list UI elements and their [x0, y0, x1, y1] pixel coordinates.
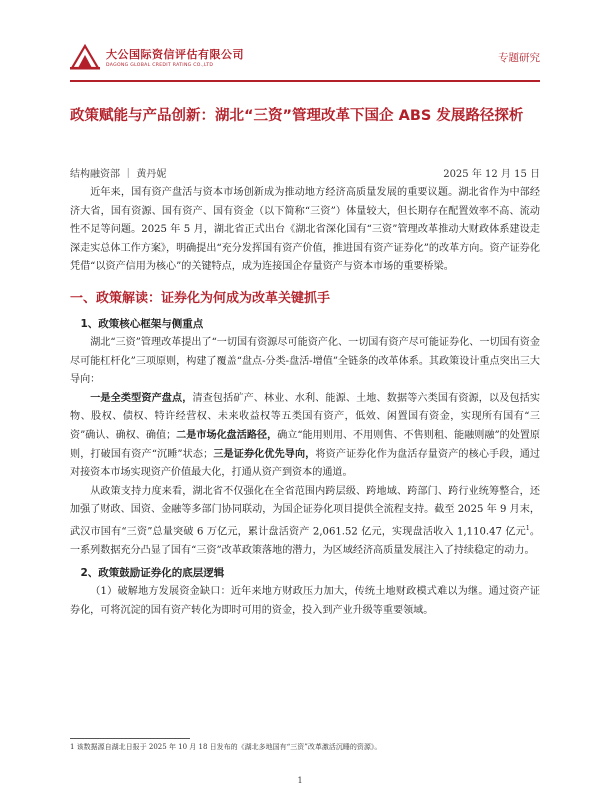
subsection-heading-1: 1、政策核心框架与侧重点: [80, 317, 204, 330]
point-text: 将资产证券化作为盘活存量资产的核心手段，通过对接资本市场实现资产价值最大化，打通从资产到资本的通道。: [70, 448, 541, 479]
paragraph: [70, 483, 540, 561]
document-type-label: 专题研究: [498, 52, 540, 64]
section-heading-1: 一、政策解读：证券化为何成为改革关键抓手: [70, 290, 331, 306]
header-divider: [70, 80, 540, 82]
subsection-heading-2: 2、政策鼓励证券化的底层逻辑: [80, 567, 225, 580]
point-title: 三是证券化优先导向，: [213, 448, 316, 460]
author-line: [70, 165, 540, 180]
point-title: 一是全类型资产盘点，: [90, 392, 193, 404]
paragraph-text: 从政策支持力度来看，湖北省不仅强化在全省范围内跨层级、跨地域、跨部门、跨行业统筹整合，还加强了财政、国资、金融等多部门协同联动，为国企证券化项目提供全流程支持。截至 2025 年 9 月末，武汉市国有“三资”总量突破 6 万亿元，累计盘活资产 2,061.52 亿元，实现盘活收入 1,110.47 亿元: [70, 485, 540, 538]
footnote-divider: [70, 738, 190, 739]
paragraph: 湖北“三资”管理改革提出了“一切国有资源尽可能资产化、一切国有资产尽可能证券化、一切国有资金尽可能杠杆化”三项原则，构建了覆盖“盘点-分类-盘活-增值”全链条的改革体系。其政策设计重点突出三大导向：: [70, 336, 540, 386]
intro-paragraph: 近年来，国有资产盘活与资本市场创新成为推动地方经济高质量发展的重要议题。湖北省作为中部经济大省，国有资源、国有资产、国有资金（以下简称“三资”）体量较大，但长期存在配置效率不高、流动性不足等问题。2025 年 5 月，湖北省正式出台《湖北省深化国有“三资”管理改革推动大财政体系建设走深走实总体工作方案》，明确提出“充分发挥国有资产价值，推进国有资产证券化”的改革方向。资产证券化凭借“以资产信用为核心”的关键特点，成为连接国企存量资产与资本市场的重要桥梁。: [70, 187, 540, 273]
page-title: 政策赋能与产品创新：湖北“三资”管理改革下国企 ABS 发展路径探析: [70, 108, 524, 124]
footnote-reference[interactable]: 1: [525, 524, 530, 532]
paragraph-text: 。一系列数据充分凸显了国有“三资”改革政策落地的潜力，为区域经济高质量发展注入了持续稳定的动力。: [70, 526, 541, 556]
org-name-en: DAGONG GLOBAL CREDIT RATING CO.,LTD: [106, 63, 214, 68]
point-text: 确立“能用则用、不用则售、不售则租、能融则融”的处置原则，打破国有资产“沉睡”状态；: [70, 429, 541, 460]
page-header: [70, 44, 540, 78]
point-title: 二是市场化盘活路径，: [176, 429, 278, 441]
footnote: 1 该数据源自湖北日报于 2025 年 10 月 18 日发布的《湖北多地国有“三资”改革激活沉睡的资源》。: [70, 743, 382, 751]
company-logo: [70, 44, 244, 70]
point-text: 清查包括矿产、林业、水利、能源、土地、数据等六类国有资源，以及包括实物、股权、债权、特许经营权、未来收益权等五类国有资产，低效、闲置国有资金，实现所有国有“三资”确认、确权、确值；: [70, 392, 541, 441]
publish-date: 2025 年 12 月 15 日: [443, 169, 540, 180]
dagong-logo-icon: [70, 44, 100, 70]
paragraph: （1）破解地方发展资金缺口：近年来地方财政压力加大，传统土地财政模式难以为继。通过资产证券化，可将沉淀的国有资产转化为即时可用的资金，投入到产业升级等重要领域。: [70, 586, 540, 617]
article-body: [70, 184, 540, 621]
page-number: 1: [297, 776, 303, 785]
org-name-cn: 大公国际资信评估有限公司: [106, 48, 244, 61]
policy-points-paragraph: [70, 390, 540, 483]
authors: 结构融资部 ｜ 黄丹妮: [70, 169, 167, 180]
